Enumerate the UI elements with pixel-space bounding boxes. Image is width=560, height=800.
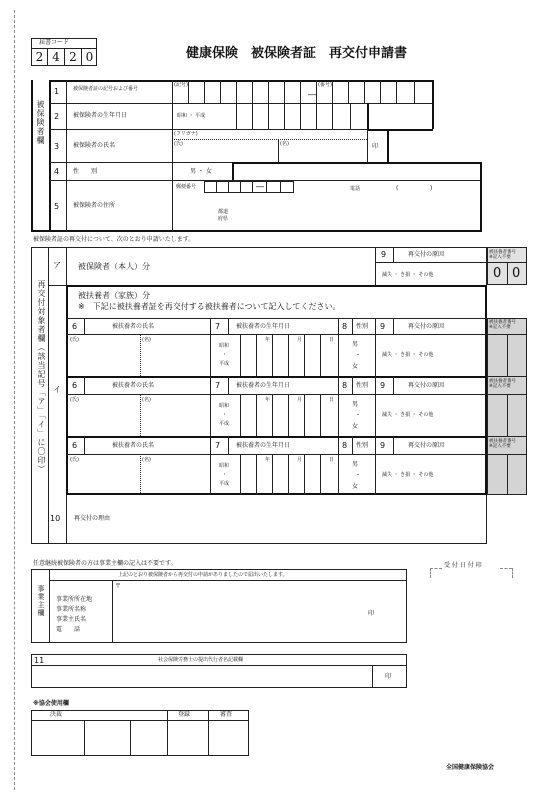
dep-1-era-dot: ・ xyxy=(222,352,228,358)
dep-3-era-dot: ・ xyxy=(222,472,228,478)
dep-2-month: 月 xyxy=(297,397,303,403)
office-col-review: 審査 xyxy=(220,711,233,718)
dep-2-male: 男 xyxy=(352,401,359,408)
row-2-number: 2 xyxy=(54,112,60,121)
row-10-label: 再交付の理由 xyxy=(74,515,111,522)
insured-self-label: 被保険者（本人）分 xyxy=(78,262,150,271)
footer-organization: 全国健康保険協会 xyxy=(446,764,495,771)
employer-field-name: 事業所名称 xyxy=(56,606,87,613)
employer-field-phone: 電 話 xyxy=(56,626,81,633)
prefecture-label-2: 府県 xyxy=(218,216,229,222)
dependents-section xyxy=(66,285,487,495)
dep-1-mei: (名) xyxy=(142,337,151,343)
dep-3-female: 女 xyxy=(352,483,359,490)
insured-section-label: 被保険者欄 xyxy=(36,100,45,145)
dep-1-male: 男 xyxy=(352,341,359,348)
a-side-value-2: 0 xyxy=(512,266,521,281)
a-side-label: 被扶養者番号 ※記入不要 xyxy=(489,250,516,260)
dep-2-reason-value: 滅失 ・ き損 ・ その他 xyxy=(382,412,434,418)
row-1-dash: ― xyxy=(308,90,316,99)
phone-label: 電話 xyxy=(350,186,361,192)
a-side-value-1: 0 xyxy=(493,266,502,281)
row-4-label: 性 別 xyxy=(73,168,98,175)
dep-1-birth-label: 被扶養者の生年月日 xyxy=(236,323,291,330)
row-10-number: 10 xyxy=(50,514,61,523)
a-reason-number: 9 xyxy=(381,250,387,259)
dep-2-era-1: 昭和 xyxy=(219,403,230,409)
dep-3-n9: 9 xyxy=(380,441,386,450)
dep-1-era-2: 平成 xyxy=(219,361,230,367)
dependents-label: 被扶養者（家族）分 xyxy=(78,291,150,300)
dep-3-mei: (名) xyxy=(142,457,151,463)
dep-2-year: 年 xyxy=(265,397,271,403)
dep-1-sex-label: 性別 xyxy=(356,323,369,330)
row-4-number: 4 xyxy=(54,167,60,176)
dep-3-sex-label: 性別 xyxy=(356,442,369,449)
office-col-register: 登録 xyxy=(178,711,191,718)
form-title: 健康保険 被保険者証 再交付申請書 xyxy=(186,46,408,61)
phone-paren-close: ) xyxy=(430,185,433,192)
row-3-number: 3 xyxy=(54,142,60,151)
seal-mark: 印 xyxy=(372,143,379,150)
employer-section-label: 事業主欄 xyxy=(37,585,45,617)
dep-3-era-2: 平成 xyxy=(219,481,230,487)
dep-2-mei: (名) xyxy=(142,397,151,403)
office-use-table xyxy=(31,710,249,756)
row-1-sub-a: (記号) xyxy=(174,82,188,88)
dep-1-reason-title: 再交付の原因 xyxy=(408,323,445,330)
dep-2-female: 女 xyxy=(352,423,359,430)
dep-2-name-label: 被扶養者の氏名 xyxy=(112,382,155,389)
dep-2-sei: (氏) xyxy=(70,397,79,403)
dep-2-n8: 8 xyxy=(342,381,348,390)
dep-2-day: 日 xyxy=(329,397,335,403)
dep-3-name-label: 被扶養者の氏名 xyxy=(112,442,155,449)
employer-postal-mark: 〒 xyxy=(115,583,122,590)
dep-3-sei: (氏) xyxy=(70,457,79,463)
dep-2-era-2: 平成 xyxy=(219,421,230,427)
dep-2-n7: 7 xyxy=(215,381,221,390)
prefecture-label-1: 都道 xyxy=(218,209,229,215)
row-1-sub-b: (番号) xyxy=(318,82,332,88)
dep-3-n7: 7 xyxy=(215,441,221,450)
dep-3-n8: 8 xyxy=(342,441,348,450)
employer-field-owner: 事業主氏名 xyxy=(56,616,87,623)
margin-dashed-line xyxy=(14,10,15,790)
mark-a: ア xyxy=(53,261,61,270)
form-code-digit: 0 xyxy=(85,50,94,64)
form-code-digit: 2 xyxy=(35,50,44,64)
dep-2-n6: 6 xyxy=(72,381,78,390)
dep-1-side-label: 被扶養者番号 ※記入不要 xyxy=(489,320,516,330)
dep-3-side-label: 被扶養者番号 ※記入不要 xyxy=(489,439,516,449)
row-2-label: 被保険者の生年月日 xyxy=(73,112,128,119)
dep-3-birth-label: 被扶養者の生年月日 xyxy=(236,442,291,449)
dep-1-sei: (氏) xyxy=(70,337,79,343)
dep-2-n9: 9 xyxy=(380,381,386,390)
dep-3-reason-value: 滅失 ・ き損 ・ その他 xyxy=(382,472,434,478)
dependents-note: ※ 下記に被扶養者証を再交付する被扶養者について記入してください。 xyxy=(78,302,341,311)
form-code-digit: 4 xyxy=(52,50,60,64)
row-5-label: 被保険者の住所 xyxy=(73,202,116,209)
dep-1-reason-value: 滅失 ・ き損 ・ その他 xyxy=(382,352,434,358)
row-4-sex: 男 ・ 女 xyxy=(190,168,212,175)
agent-seal: 印 xyxy=(385,673,392,680)
dep-1-n9: 9 xyxy=(380,322,386,331)
form-code-label: 届書コード xyxy=(39,39,70,46)
mark-i: イ xyxy=(53,385,61,394)
row-3-furigana: (フリガナ) xyxy=(174,131,198,137)
dep-2-side-label: 被扶養者番号 ※記入不要 xyxy=(489,379,516,389)
dep-2-sex-label: 性別 xyxy=(356,382,369,389)
postal-dash: ― xyxy=(256,182,264,191)
dep-1-n8: 8 xyxy=(342,322,348,331)
a-reason-title: 再交付の原因 xyxy=(408,251,445,258)
dep-2-era-dot: ・ xyxy=(222,412,228,418)
dep-3-month: 月 xyxy=(297,457,303,463)
dep-1-n7: 7 xyxy=(215,322,221,331)
dep-3-reason-title: 再交付の原因 xyxy=(408,442,445,449)
dep-1-female: 女 xyxy=(352,363,359,370)
row-2-era: 昭和 ・ 平成 xyxy=(177,113,206,119)
dep-3-male: 男 xyxy=(352,461,359,468)
dep-3-year: 年 xyxy=(265,457,271,463)
row-1-number: 1 xyxy=(54,87,60,96)
office-use-title: ※協会使用欄 xyxy=(33,700,69,707)
office-col-decision: 決裁 xyxy=(50,711,63,718)
employer-seal: 印 xyxy=(368,610,375,617)
dep-1-day: 日 xyxy=(329,337,335,343)
dep-1-month: 月 xyxy=(297,337,303,343)
dep-1-name-label: 被扶養者の氏名 xyxy=(112,323,155,330)
request-statement: 被保険者証の再交付について、次のとおり申請いたします。 xyxy=(33,236,195,243)
row-3-mei: (名) xyxy=(280,141,289,147)
row-3-sei: (氏) xyxy=(174,141,183,147)
row-5-number: 5 xyxy=(54,202,60,211)
employer-statement: 上記のとおり被保険者から再交付の申請がありましたので届出いたします。 xyxy=(118,572,288,578)
row-11-number: 11 xyxy=(34,656,45,665)
dep-3-day: 日 xyxy=(329,457,335,463)
stamp-label: 受 付 日 付 印 xyxy=(444,562,482,569)
phone-paren-open: ( xyxy=(396,185,399,192)
form-code-digit: 2 xyxy=(69,50,77,64)
employer-note: 任意継続被保険者の方は事業主欄の記入は不要です。 xyxy=(33,560,177,567)
dep-2-reason-title: 再交付の原因 xyxy=(408,382,445,389)
dep-1-era-1: 昭和 xyxy=(219,343,230,349)
a-reason-value: 滅失 ・ き損 ・ その他 xyxy=(382,272,434,278)
row-1-label: 被保険者証の記号および番号 xyxy=(73,86,139,92)
dep-3-n6: 6 xyxy=(72,441,78,450)
row-5-postal-label: 郵便番号 xyxy=(176,184,197,190)
target-section-label: 再交付対象者欄（該当記号「ア」「イ」に〇印） xyxy=(37,280,46,474)
dep-1-year: 年 xyxy=(265,337,271,343)
dep-1-n6: 6 xyxy=(72,322,78,331)
dep-2-birth-label: 被扶養者の生年月日 xyxy=(236,382,291,389)
row-3-label: 被保険者の氏名 xyxy=(73,142,116,149)
dep-3-era-1: 昭和 xyxy=(219,463,230,469)
agent-label: 社会保険労務士の提出代行者名記載欄 xyxy=(158,657,244,663)
employer-field-address: 事業所所在地 xyxy=(56,596,93,603)
